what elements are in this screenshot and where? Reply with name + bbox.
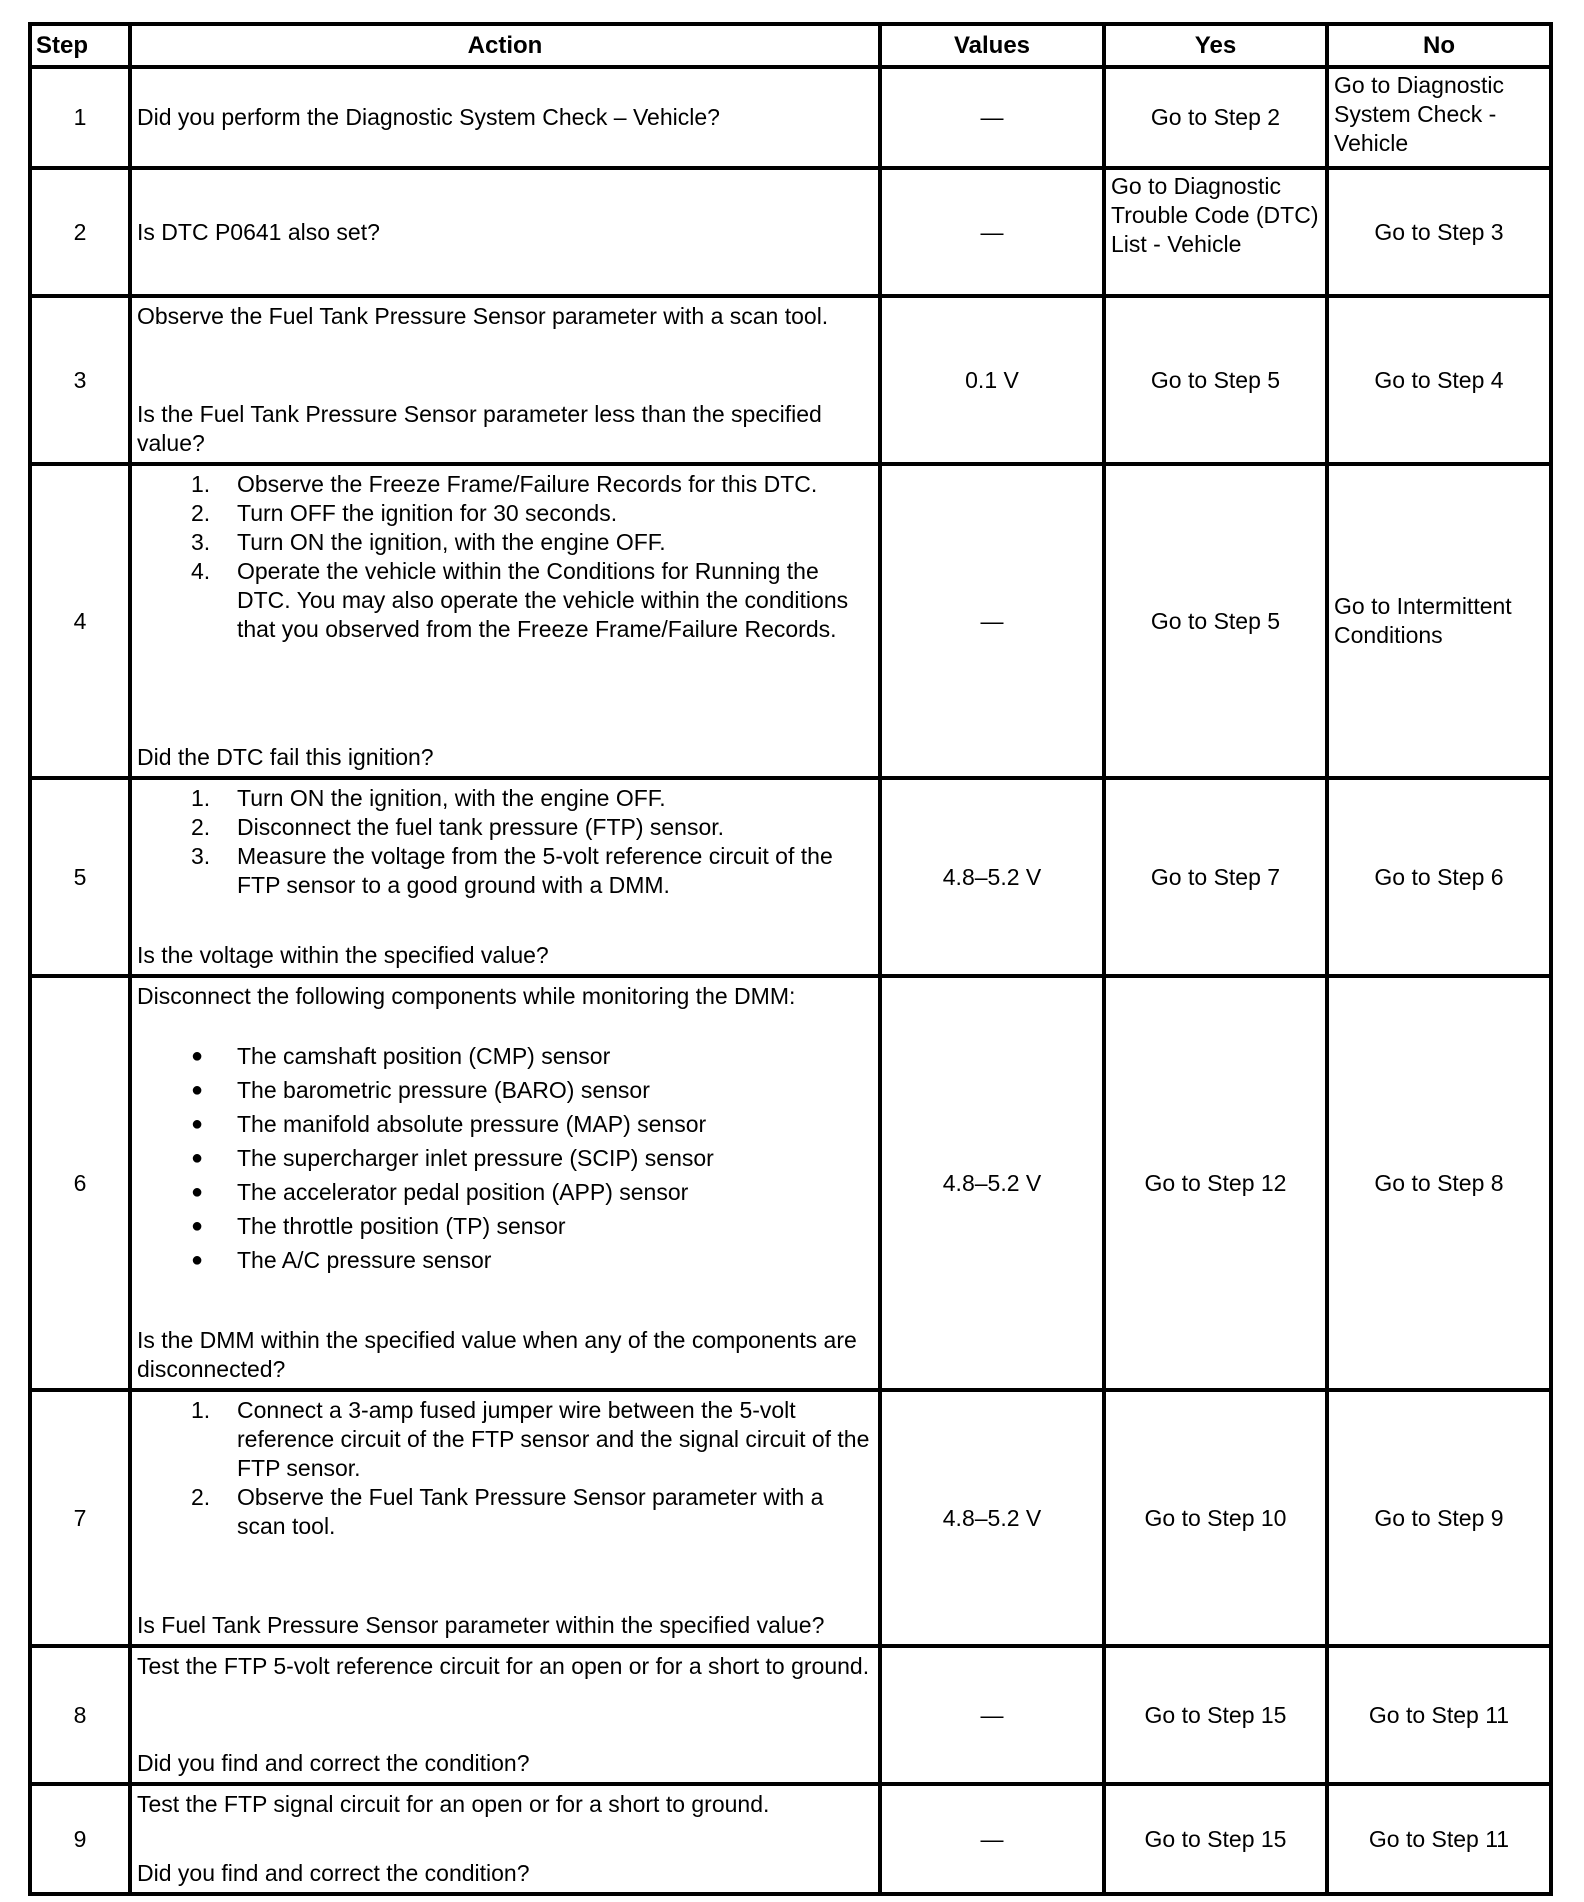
value-cell: 0.1 V <box>880 296 1104 464</box>
list-item: ● The supercharger inlet pressure (SCIP) sensor <box>191 1145 714 1171</box>
no-cell: Go to Step 8 <box>1327 976 1551 1390</box>
no-cell: Go to Diagnostic System Check - Vehicle <box>1327 67 1551 168</box>
no-cell: Go to Step 3 <box>1327 168 1551 296</box>
header-step: Step <box>30 24 130 67</box>
header-action: Action <box>130 24 880 67</box>
list-item: 2. Observe the Fuel Tank Pressure Sensor parameter with a scan tool. <box>191 1484 824 1539</box>
action-cell <box>130 778 880 976</box>
step-number: 7 <box>30 1390 130 1646</box>
action-question: Is the DMM within the specified value when any of the components are disconnected? <box>137 1327 857 1382</box>
list-item: 2. Turn OFF the ignition for 30 seconds. <box>191 500 618 526</box>
step-number: 1 <box>30 67 130 168</box>
action-text: Disconnect the following components while monitoring the DMM: <box>137 983 796 1009</box>
header-values: Values <box>880 24 1104 67</box>
list-item: 1. Observe the Freeze Frame/Failure Records for this DTC. <box>191 471 818 497</box>
action-text: Test the FTP signal circuit for an open or for a short to ground. <box>137 1791 770 1817</box>
table-row <box>30 778 1551 976</box>
list-item: 4. Operate the vehicle within the Conditions for Running the DTC. You may also operate the vehicle within the conditions that you observed from the Freeze Frame/Failure Records. <box>191 558 849 642</box>
action-cell <box>130 1390 880 1646</box>
list-item: 3. Measure the voltage from the 5-volt reference circuit of the FTP sensor to a good ground with a DMM. <box>191 843 833 898</box>
no-cell: Go to Step 6 <box>1327 778 1551 976</box>
yes-cell: Go to Step 15 <box>1104 1784 1327 1894</box>
value-cell: 4.8–5.2 V <box>880 976 1104 1390</box>
list-item: 2. Disconnect the fuel tank pressure (FTP) sensor. <box>191 814 725 840</box>
list-item: 3. Turn ON the ignition, with the engine OFF. <box>191 529 666 555</box>
list-item: 1. Connect a 3-amp fused jumper wire between the 5-volt reference circuit of the FTP sensor and the signal circuit of the FTP sensor. <box>191 1397 870 1481</box>
list-item: ● The throttle position (TP) sensor <box>191 1213 566 1239</box>
yes-cell: Go to Diagnostic Trouble Code (DTC) List - Vehicle <box>1104 168 1327 296</box>
yes-cell: Go to Step 15 <box>1104 1646 1327 1784</box>
action-question: Did you find and correct the condition? <box>137 1860 530 1886</box>
action-text: Is DTC P0641 also set? <box>137 218 380 245</box>
numbered-list <box>137 1396 873 1541</box>
list-item: 1. Turn ON the ignition, with the engine OFF. <box>191 785 666 811</box>
value-cell: — <box>880 168 1104 296</box>
step-number: 5 <box>30 778 130 976</box>
table-row <box>30 296 1551 464</box>
action-question: Is Fuel Tank Pressure Sensor parameter within the specified value? <box>137 1612 825 1638</box>
action-question: Is the voltage within the specified value? <box>137 942 549 968</box>
value-cell: — <box>880 1784 1104 1894</box>
action-question: Did you find and correct the condition? <box>137 1750 530 1776</box>
step-number: 8 <box>30 1646 130 1784</box>
value-cell: — <box>880 67 1104 168</box>
list-item: ● The A/C pressure sensor <box>191 1247 492 1273</box>
action-text: Did you perform the Diagnostic System Check – Vehicle? <box>137 104 720 130</box>
table-row <box>30 1784 1551 1894</box>
no-cell: Go to Step 9 <box>1327 1390 1551 1646</box>
value-cell: — <box>880 1646 1104 1784</box>
list-item: ● The camshaft position (CMP) sensor <box>191 1043 611 1069</box>
action-question: Is the Fuel Tank Pressure Sensor parameter less than the specified value? <box>137 401 822 456</box>
table-row <box>30 1646 1551 1784</box>
value-cell: — <box>880 464 1104 778</box>
table-row <box>30 67 1551 168</box>
list-item: ● The manifold absolute pressure (MAP) sensor <box>191 1111 707 1137</box>
numbered-list <box>137 784 873 900</box>
step-number: 6 <box>30 976 130 1390</box>
yes-cell: Go to Step 12 <box>1104 976 1327 1390</box>
step-number: 9 <box>30 1784 130 1894</box>
list-item: ● The accelerator pedal position (APP) sensor <box>191 1179 689 1205</box>
action-question: Did the DTC fail this ignition? <box>137 744 434 770</box>
no-cell: Go to Step 11 <box>1327 1784 1551 1894</box>
yes-cell: Go to Step 2 <box>1104 67 1327 168</box>
bullet-list <box>137 1039 873 1277</box>
action-cell <box>130 976 880 1390</box>
no-cell: Go to Step 11 <box>1327 1646 1551 1784</box>
yes-cell: Go to Step 10 <box>1104 1390 1327 1646</box>
table-row <box>30 464 1551 778</box>
action-cell <box>130 67 880 168</box>
action-cell <box>130 168 880 296</box>
numbered-list <box>137 470 873 644</box>
action-cell <box>130 464 880 778</box>
action-cell <box>130 296 880 464</box>
step-number: 4 <box>30 464 130 778</box>
header-no: No <box>1327 24 1551 67</box>
yes-cell: Go to Step 5 <box>1104 296 1327 464</box>
action-text: Observe the Fuel Tank Pressure Sensor parameter with a scan tool. <box>137 303 829 329</box>
table-row <box>30 168 1551 296</box>
action-cell <box>130 1646 880 1784</box>
value-cell: 4.8–5.2 V <box>880 778 1104 976</box>
yes-cell: Go to Step 7 <box>1104 778 1327 976</box>
table-row <box>30 1390 1551 1646</box>
header-yes: Yes <box>1104 24 1327 67</box>
step-number: 3 <box>30 296 130 464</box>
table-row <box>30 976 1551 1390</box>
action-text: Test the FTP 5-volt reference circuit for an open or for a short to ground. <box>137 1653 870 1679</box>
list-item: ● The barometric pressure (BARO) sensor <box>191 1077 650 1103</box>
no-cell: Go to Step 4 <box>1327 296 1551 464</box>
value-cell: 4.8–5.2 V <box>880 1390 1104 1646</box>
no-cell: Go to Intermittent Conditions <box>1327 464 1551 778</box>
step-number: 2 <box>30 168 130 296</box>
yes-cell: Go to Step 5 <box>1104 464 1327 778</box>
header-row <box>30 24 1551 67</box>
action-cell <box>130 1784 880 1894</box>
diagnostic-table <box>28 22 1553 1896</box>
